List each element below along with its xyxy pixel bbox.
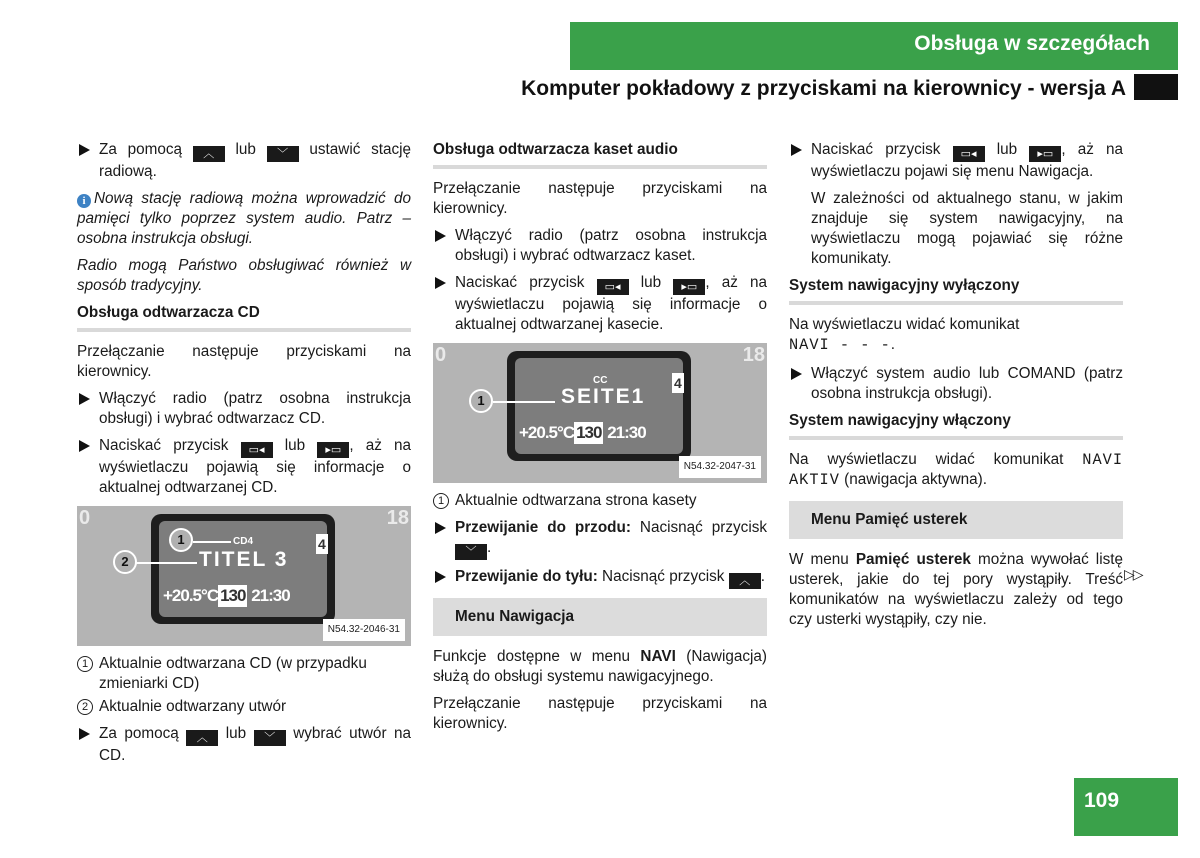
menu-fault-memory-box: Menu Pamięć usterek: [789, 501, 1123, 539]
nav-state-note: W zależności od aktualnego stanu, w jakim znajduje się system nawigacyjny, na wyświetlaczu mogą pojawiać się różne komunikaty.: [811, 190, 1123, 267]
down-arrow-key-icon: ﹀: [254, 730, 286, 746]
legend-1: 1 Aktualnie odtwarzana strona kasety: [433, 491, 767, 511]
nav-off-text: Na wyświetlaczu widać komunikat NAVI - - -.: [789, 316, 1020, 354]
column-3: [789, 140, 1123, 637]
nav-on-text: Na wyświetlaczu widać komunikat NAVI AKTIV (nawigacja aktywna).: [789, 451, 1124, 489]
bullet-fast-forward: Przewijanie do przodu: Nacisnąć przycisk ﹀ .: [433, 518, 767, 560]
bullet-nav-menu: Naciskać przycisk ▭◂ lub ▸▭ , aż na wyświetlaczu pojawi się menu Nawigacja.: [789, 140, 1123, 182]
bullet-triangle-icon: [435, 571, 446, 583]
display-back-key-icon: ▭◂: [953, 146, 985, 162]
info-note: i Nową stację radiową można wprowadzić do pamięci tylko poprzez system audio. Patrz – osobna instrukcja obsługi.: [77, 190, 411, 247]
down-arrow-key-icon: ﹀: [455, 544, 487, 560]
down-arrow-key-icon: ﹀: [267, 146, 299, 162]
cd-heading: Obsługa odtwarzacza CD: [77, 303, 411, 332]
bullet-cd-radio-on: Włączyć radio (patrz osobna instrukcja obsługi) i wybrać odtwarzacz CD.: [77, 389, 411, 429]
callout-line: [193, 541, 231, 543]
bullet-triangle-icon: [791, 144, 802, 156]
tape-heading: Obsługa odtwarzacza kaset audio: [433, 140, 767, 169]
bullet-triangle-icon: [79, 144, 90, 156]
display-forward-key-icon: ▸▭: [673, 279, 705, 295]
bullet-triangle-icon: [79, 728, 90, 740]
bullet-triangle-icon: [791, 368, 802, 380]
continue-arrows-icon: ▷▷: [1124, 566, 1142, 582]
bullet-triangle-icon: [435, 522, 446, 534]
cd-display-figure: 0 18 CD4 4 TITEL 3 +20.5°C 130 21:30 1 2 N54.32-2046-31: [77, 506, 411, 646]
menu-navigation-box: Menu Nawigacja: [433, 598, 767, 636]
bullet-rewind: Przewijanie do tyłu: Nacisnąć przycisk ︿ .: [433, 567, 767, 589]
up-arrow-key-icon: ︿: [729, 573, 761, 589]
display-forward-key-icon: ▸▭: [1029, 146, 1061, 162]
up-arrow-key-icon: ︿: [186, 730, 218, 746]
bullet-triangle-icon: [79, 393, 90, 405]
nav-switch: Przełączanie następuje przyciskami na kierownicy.: [433, 695, 767, 732]
bullet-triangle-icon: [79, 440, 90, 452]
nav-description: Funkcje dostępne w menu NAVI (Nawigacja) służą do obsługi systemu nawigacyjnego.: [433, 648, 768, 685]
radio-note: Radio mogą Państwo obsługiwać również w sposób tradycyjny.: [77, 257, 411, 294]
nav-on-heading: System nawigacyjny włączony: [789, 411, 1123, 440]
bullet-select-track: Za pomocą ︿ lub ﹀ wybrać utwór na CD.: [77, 724, 411, 766]
nav-off-heading: System nawigacyjny wyłączony: [789, 276, 1123, 305]
callout-line: [493, 401, 555, 403]
up-arrow-key-icon: ︿: [193, 146, 225, 162]
cd-intro: Przełączanie następuje przyciskami na kierownicy.: [77, 343, 411, 380]
legend-1: 1 Aktualnie odtwarzana CD (w przypadku zmieniarki CD): [77, 654, 411, 694]
page-subtitle: Komputer pokładowy z przyciskami na kierownicy - wersja A: [521, 77, 1126, 100]
column-2: [433, 140, 767, 741]
legend-2: 2 Aktualnie odtwarzany utwór: [77, 697, 411, 717]
display-forward-key-icon: ▸▭: [317, 442, 349, 458]
callout-line: [135, 562, 197, 564]
bullet-cd-display: Naciskać przycisk ▭◂ lub ▸▭ , aż na wyświetlaczu pojawią się informacje o aktualnej odtwarzanej CD.: [77, 436, 411, 498]
bullet-enable-audio: Włączyć system audio lub COMAND (patrz osobna instrukcja obsługi).: [789, 364, 1123, 404]
section-header: Obsługa w szczegółach: [570, 22, 1178, 70]
bullet-triangle-icon: [435, 230, 446, 242]
tape-display-figure: 0 18 CC 4 SEITE1 +20.5°C 130 21:30 1 N54.32-2047-31: [433, 343, 767, 483]
display-back-key-icon: ▭◂: [241, 442, 273, 458]
info-icon: i: [77, 194, 91, 208]
bullet-tape-radio-on: Włączyć radio (patrz osobna instrukcja obsługi) i wybrać odtwarzacz kaset.: [433, 226, 767, 266]
header-marker: [1134, 74, 1178, 100]
bullet-tape-display: Naciskać przycisk ▭◂ lub ▸▭ , aż na wyświetlaczu pojawią się informacje o aktualnej odtwarzanej kasecie.: [433, 273, 767, 335]
tape-intro: Przełączanie następuje przyciskami na kierownicy.: [433, 180, 767, 217]
bullet-radio-station: Za pomocą ︿ lub ﹀ ustawić stację radiową.: [77, 140, 411, 182]
lcd-status-line: +20.5°C 130 21:30: [519, 423, 646, 442]
column-1: [77, 140, 411, 773]
fault-memory-text: W menu Pamięć usterek można wywołać listę usterek, jakie do tej pory wystąpiły. Treść komunikatów na wyświetlaczu zależy od tego czy usterki wystąpiły, czy nie.: [789, 551, 1123, 628]
display-back-key-icon: ▭◂: [597, 279, 629, 295]
lcd-status-line: +20.5°C 130 21:30: [163, 586, 290, 605]
bullet-triangle-icon: [435, 277, 446, 289]
page-number: 109: [1074, 778, 1178, 836]
